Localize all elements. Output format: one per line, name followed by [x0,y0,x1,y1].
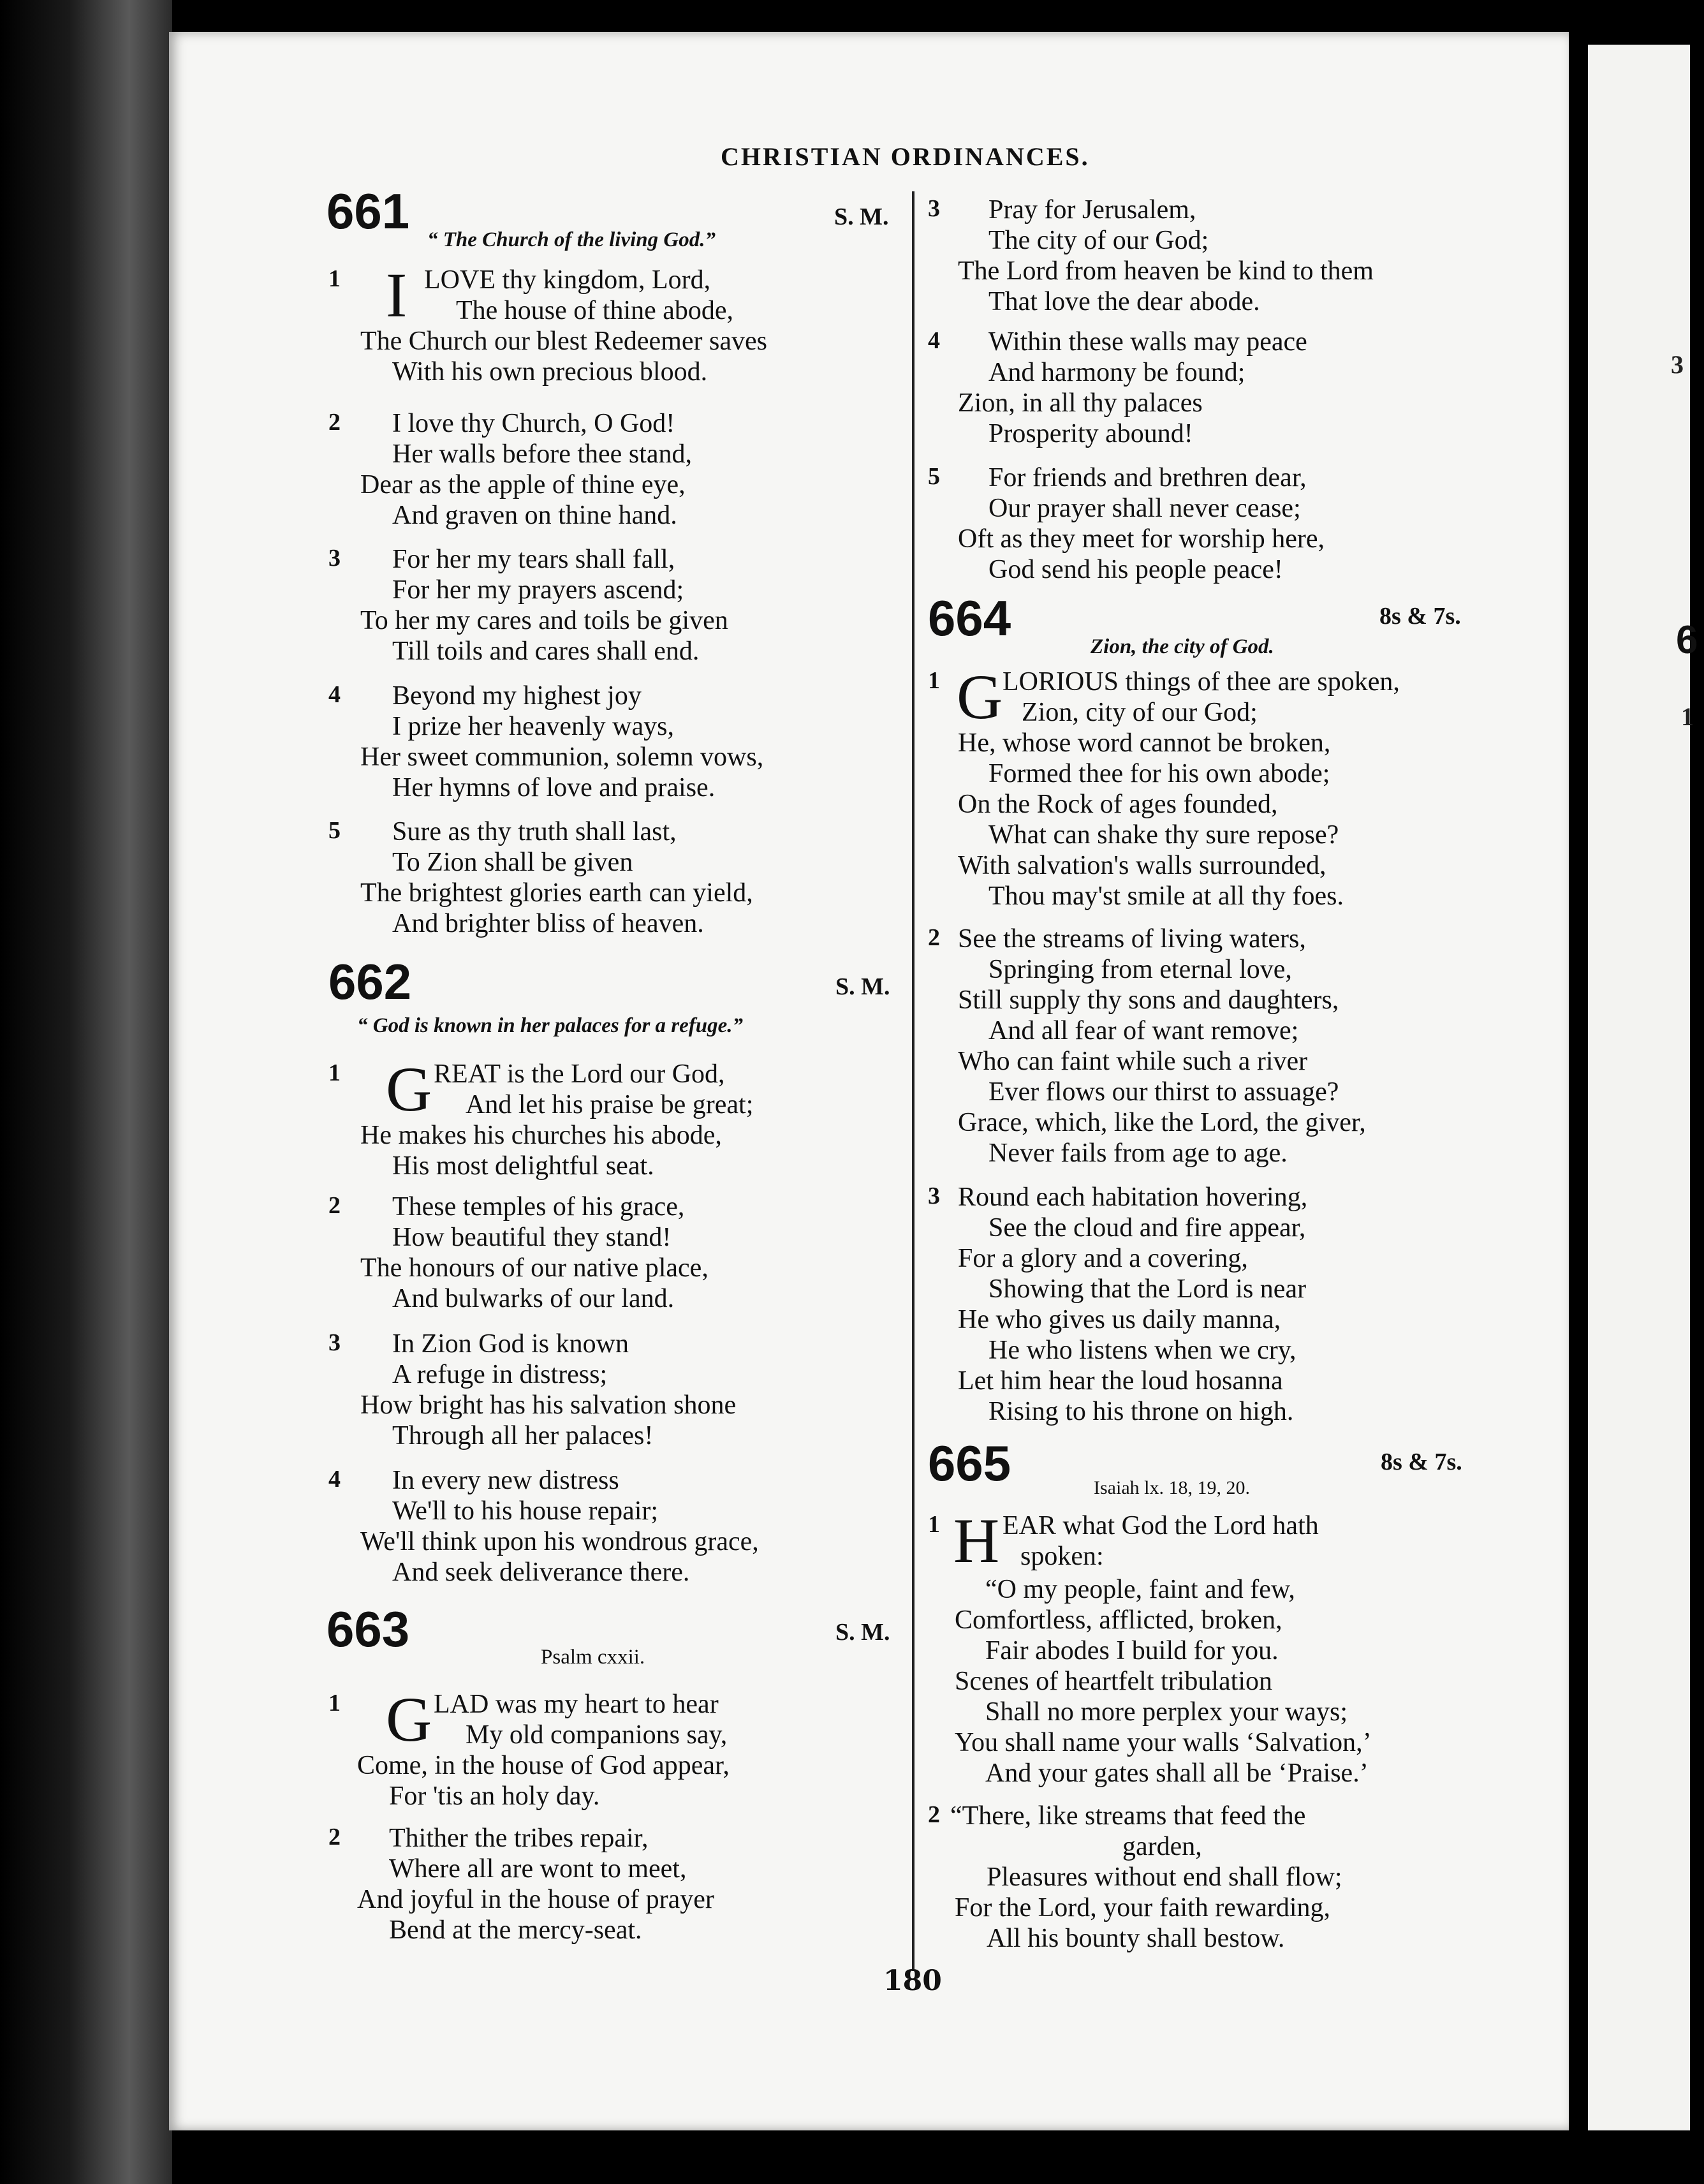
hymn-meter: S. M. [835,1619,890,1646]
hymn-meter: 8s & 7s. [1381,1449,1462,1475]
verse-line: In Zion God is known [392,1329,629,1359]
hymn-subtitle: Psalm cxxii. [541,1646,645,1669]
stanza-number: 3 [328,545,341,572]
verse-line: Zion, city of our God; [1022,698,1258,727]
stanza-number: 5 [328,817,341,844]
verse-line: The Church our blest Redeemer saves [360,327,767,356]
verse-line: Her sweet communion, solemn vows, [360,742,764,772]
verse-line: Within these walls may peace [988,327,1307,357]
verse-line: I love thy Church, O God! [392,409,675,438]
hymn-number: 664 [928,590,1011,646]
verse-line: See the streams of living waters, [958,924,1306,954]
stanza-number: 1 [928,1511,940,1538]
verse-line: To Zion shall be given [392,848,633,877]
verse-line: For her my tears shall fall, [392,545,675,574]
verse-line: Through all her palaces! [392,1421,654,1450]
verse-line: Springing from eternal love, [988,955,1292,984]
facing-page-fragment: 3 [1671,350,1684,379]
verse-line: You shall name your walls ‘Salvation,’ [955,1728,1372,1757]
verse-line: REAT is the Lord our God, [434,1059,725,1089]
verse-line: LAD was my heart to hear [434,1690,719,1719]
verse-line: See the cloud and fire appear, [988,1213,1306,1243]
verse-line: Fair abodes I build for you. [985,1636,1279,1665]
verse-line: And joyful in the house of prayer [357,1885,714,1914]
stanza-number: 1 [928,667,940,694]
verse-line: spoken: [1020,1542,1104,1571]
facing-page-edge [1588,45,1698,2130]
hymn-number: 662 [328,954,412,1010]
column-divider [912,191,914,1971]
verse-line: Round each habitation hovering, [958,1183,1308,1212]
verse-line: Prosperity abound! [988,419,1193,448]
verse-line: Dear as the apple of thine eye, [360,470,686,499]
verse-line: With his own precious blood. [392,357,708,387]
verse-line: On the Rock of ages founded, [958,790,1278,819]
facing-page-fragment: 6 [1676,618,1698,662]
stanza-number: 1 [328,265,341,292]
verse-line: Come, in the house of God appear, [357,1751,730,1780]
verse-line: And bulwarks of our land. [392,1284,675,1313]
verse-line: And brighter bliss of heaven. [392,909,704,938]
running-head: CHRISTIAN ORDINANCES. [721,142,1090,171]
verse-line: Beyond my highest joy [392,681,642,711]
verse-line: He makes his churches his abode, [360,1121,722,1150]
hymn-subtitle: “ God is known in her palaces for a refuge.” [357,1014,744,1037]
verse-line: The Lord from heaven be kind to them [958,256,1374,286]
verse-line: A refuge in distress; [392,1360,608,1389]
verse-line: Formed thee for his own abode; [988,759,1330,788]
verse-line: Scenes of heartfelt tribulation [955,1667,1272,1696]
verse-line: Zion, in all thy palaces [958,388,1203,418]
book-spine-shadow [0,0,172,2184]
verse-line: EAR what God the Lord hath [1003,1511,1319,1540]
facing-page-fragment: 1 [1681,702,1694,731]
verse-line: Never fails from age to age. [988,1139,1288,1168]
verse-line: Pray for Jerusalem, [988,195,1196,225]
verse-line: Grace, which, like the Lord, the giver, [958,1108,1366,1137]
stanza-number: 4 [328,681,341,708]
verse-line: And your gates shall all be ‘Praise.’ [985,1759,1369,1788]
verse-line: For the Lord, your faith rewarding, [955,1893,1331,1922]
verse-line: And let his praise be great; [466,1090,754,1119]
verse-line: And harmony be found; [988,358,1245,387]
verse-line: The honours of our native place, [360,1253,709,1283]
verse-line: Our prayer shall never cease; [988,494,1301,523]
verse-line: For friends and brethren dear, [988,463,1307,492]
stanza-number: 4 [928,327,940,354]
verse-line: Where all are wont to meet, [389,1854,687,1884]
stanza-number: 2 [328,409,341,436]
verse-line: To her my cares and toils be given [360,606,728,635]
verse-line: Her hymns of love and praise. [392,773,716,802]
verse-line: What can shake thy sure repose? [988,820,1339,850]
verse-line: Ever flows our thirst to assuage? [988,1077,1339,1107]
verse-line: Rising to his throne on high. [988,1397,1294,1426]
verse-line: Bend at the mercy-seat. [389,1915,642,1945]
verse-line: Thou may'st smile at all thy foes. [988,882,1344,911]
verse-line: garden, [1122,1832,1202,1861]
verse-line: The city of our God; [988,226,1209,255]
hymn-number: 663 [327,1601,410,1657]
hymn-subtitle: Isaiah lx. 18, 19, 20. [1094,1477,1250,1498]
hymn-number: 665 [928,1435,1011,1491]
verse-line: For 'tis an holy day. [389,1782,600,1811]
verse-line: All his bounty shall bestow. [987,1924,1285,1953]
verse-line: He who gives us daily manna, [958,1305,1281,1334]
verse-line: Her walls before thee stand, [392,439,692,469]
verse-line: Comfortless, afflicted, broken, [955,1605,1282,1635]
stanza-number: 2 [328,1824,341,1850]
verse-line: How bright has his salvation shone [360,1391,737,1420]
verse-line: Let him hear the loud hosanna [958,1366,1283,1396]
drop-cap: G [957,661,1003,732]
hymn-number: 661 [327,183,410,239]
stanza-number: 2 [328,1192,341,1219]
verse-line: In every new distress [392,1466,619,1495]
verse-line: These temples of his grace, [392,1192,685,1221]
page-number: 180 [883,1965,942,1997]
verse-line: And graven on thine hand. [392,501,677,530]
stanza-number: 1 [328,1690,341,1716]
verse-line: “There, like streams that feed the [950,1801,1306,1831]
verse-line: His most delightful seat. [392,1151,654,1181]
verse-line: I prize her heavenly ways, [392,712,674,741]
verse-line: And seek deliverance there. [392,1558,690,1587]
verse-line: Pleasures without end shall flow; [987,1863,1342,1892]
verse-line: Who can faint while such a river [958,1047,1308,1076]
verse-line: With salvation's walls surrounded, [958,851,1326,880]
verse-line: The brightest glories earth can yield, [360,878,753,908]
verse-line: Shall no more perplex your ways; [985,1697,1348,1727]
drop-cap: H [953,1505,1000,1576]
verse-line: Sure as thy truth shall last, [392,817,677,846]
verse-line: Oft as they meet for worship here, [958,524,1325,554]
stanza-number: 3 [928,195,940,222]
drop-cap: I [386,260,408,330]
verse-line: For her my prayers ascend; [392,575,684,605]
stanza-number: 4 [328,1466,341,1493]
stanza-number: 2 [928,924,940,951]
stanza-number: 5 [928,463,940,490]
hymn-meter: S. M. [835,973,890,1000]
verse-line: LORIOUS things of thee are spoken, [1003,667,1400,697]
stanza-number: 3 [928,1183,940,1209]
verse-line: Showing that the Lord is near [988,1274,1307,1304]
verse-line: Still supply thy sons and daughters, [958,985,1339,1015]
drop-cap: G [386,1054,432,1125]
stanza-number: 1 [328,1059,341,1086]
verse-line: LOVE thy kingdom, Lord, [424,265,711,295]
verse-line: Till toils and cares shall end. [392,637,700,666]
verse-line: He who listens when we cry, [988,1336,1296,1365]
verse-line: God send his people peace! [988,555,1283,584]
hymn-meter: 8s & 7s. [1379,603,1461,630]
hymn-meter: S. M. [834,203,889,230]
stanza-number: 2 [928,1801,940,1828]
hymn-subtitle: “ The Church of the living God.” [427,228,716,251]
verse-line: And all fear of want remove; [988,1016,1299,1045]
stanza-number: 3 [328,1329,341,1356]
verse-line: We'll think upon his wondrous grace, [360,1527,759,1556]
verse-line: How beautiful they stand! [392,1223,672,1252]
verse-line: The house of thine abode, [456,296,734,325]
verse-line: He, whose word cannot be broken, [958,728,1331,758]
verse-line: “O my people, faint and few, [985,1575,1295,1604]
verse-line: We'll to his house repair; [392,1496,659,1526]
hymn-subtitle: Zion, the city of God. [1091,635,1274,658]
verse-line: That love the dear abode. [988,287,1260,316]
verse-line: For a glory and a covering, [958,1244,1248,1273]
verse-line: Thither the tribes repair, [389,1824,649,1853]
drop-cap: G [386,1684,432,1755]
verse-line: My old companions say, [466,1720,728,1750]
